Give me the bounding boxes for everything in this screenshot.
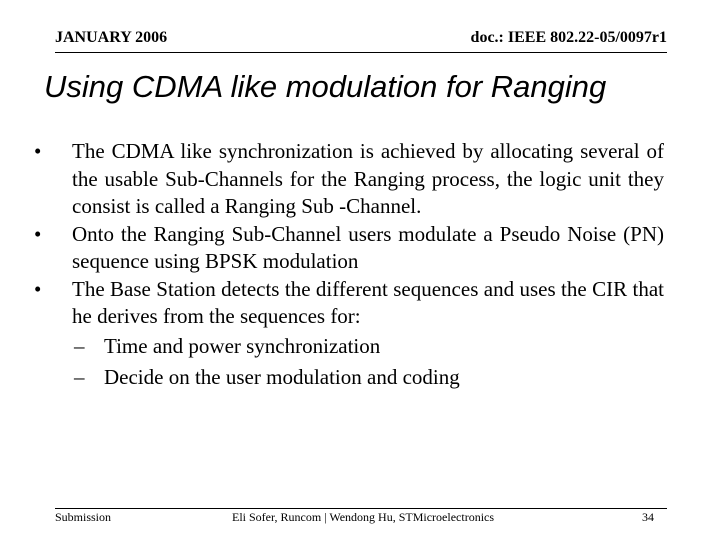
sub-bullet-item: [34, 362, 664, 393]
slide-body: [34, 138, 664, 393]
bullet-marker: •: [34, 276, 42, 301]
sub-bullet-text: Decide on the user modulation and coding: [104, 364, 460, 389]
footer-authors: Eli Sofer, Runcom | Wendong Hu, STMicroelectronics: [232, 510, 495, 524]
slide-header: [55, 28, 667, 53]
header-doc-id: doc.: IEEE 802.22-05/0097r1: [470, 29, 667, 46]
slide-title: Using CDMA like modulation for Ranging: [44, 69, 607, 104]
footer-page-number: 34: [642, 510, 654, 524]
bullet-item: [34, 221, 664, 276]
header-date: JANUARY 2006: [55, 29, 168, 46]
sub-bullet-text: Time and power synchronization: [104, 333, 381, 358]
bullet-marker: •: [34, 139, 42, 163]
bullet-text: The Base Station detects the different sequences and uses the CIR that he derives from the sequences for:: [72, 276, 664, 328]
footer-submission: Submission: [55, 510, 112, 524]
bullet-text: Onto the Ranging Sub-Channel users modulate a Pseudo Noise (PN) sequence using BPSK modulation: [72, 221, 664, 273]
bullet-item: [34, 138, 664, 221]
bullet-text: The CDMA like synchronization is achieved by allocating several of the usable Sub-Channels for the Ranging process, the logic unit they consist is called a Ranging Sub -Channel.: [72, 139, 664, 218]
bullet-marker: •: [34, 221, 42, 246]
sub-bullet-item: [34, 331, 664, 362]
bullet-item: [34, 276, 664, 331]
footer-rule: [55, 508, 667, 509]
sub-bullet-marker: –: [74, 364, 85, 389]
sub-bullet-marker: –: [74, 333, 85, 358]
